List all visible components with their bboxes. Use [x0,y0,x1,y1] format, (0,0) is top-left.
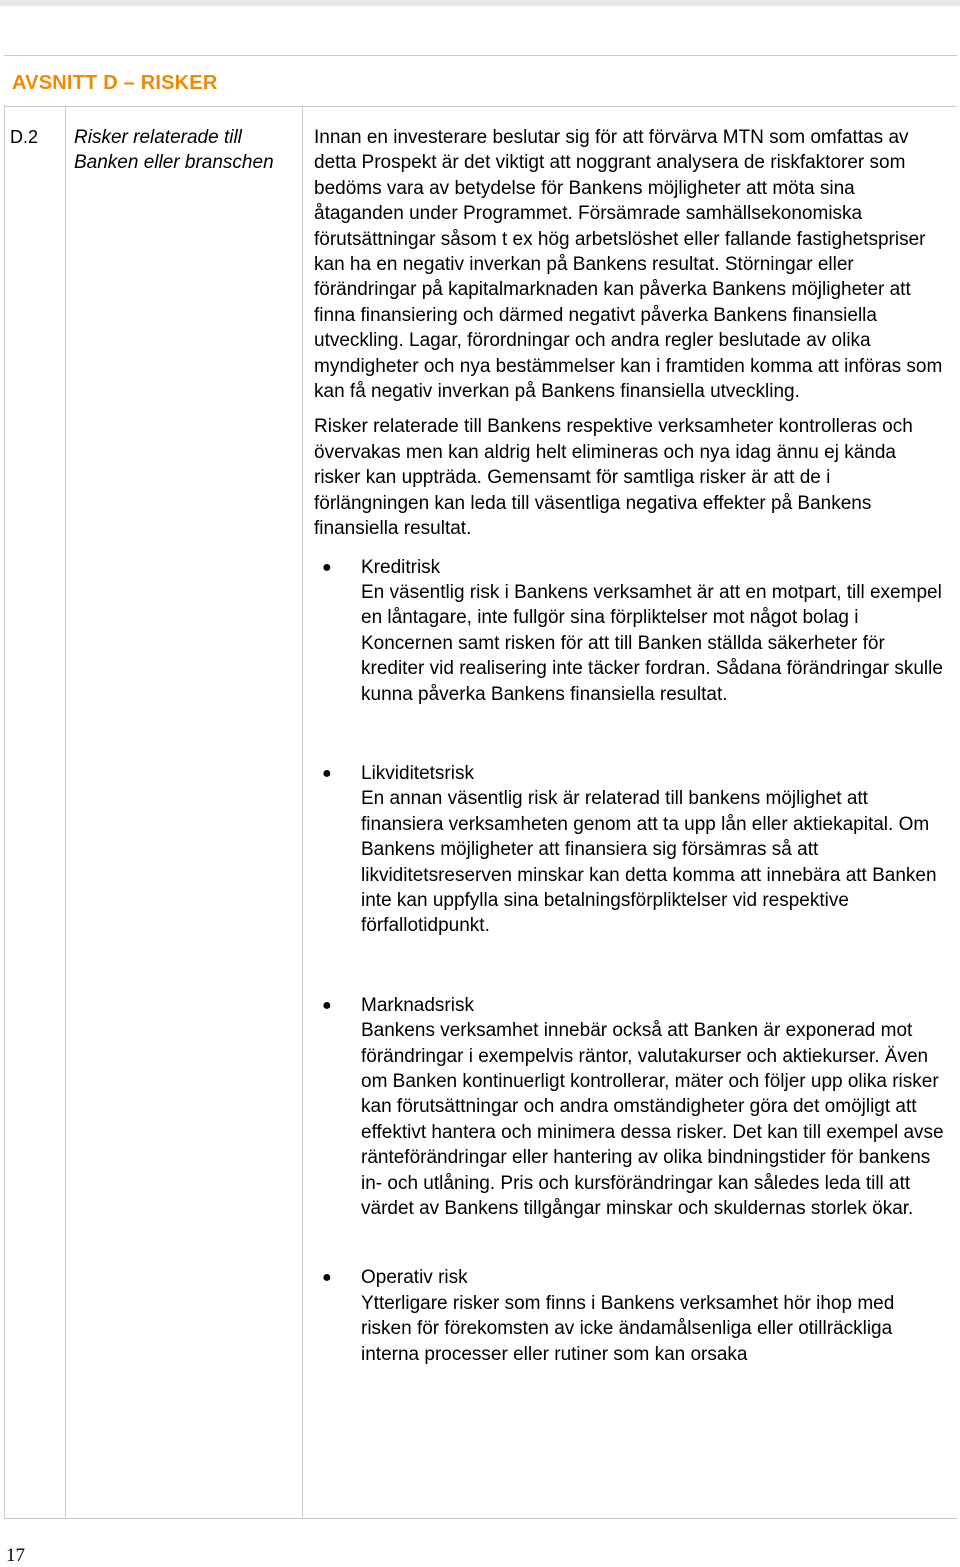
risk-table [4,55,957,1519]
risk-item-operativ-risk [314,1265,944,1367]
column-divider-1 [65,105,66,1519]
page-number: 17 [6,1545,25,1566]
bullet-icon: ● [322,1269,332,1287]
row-code: D.2 [10,127,39,147]
risk-description: Bankens verksamhet innebär också att Banken är exponerad mot förändringar i exempelvis räntor, valutakurser och aktiekurser. Även om Banken kontinuerligt kontrollerar, mäter och följer upp olika risker kan förutsättningar och andra omständigheter göra det omöjligt att effektivt hantera och minimera dessa risker. Det kan till exempel avse ränteförändringar eller hantering av olika bindningstider för bankens in- och utlåning. Pris och kursförändringar kan således leda till att värdet av Bankens tillgångar minskar och skuldernas storlek ökar. [361,1020,944,1220]
risk-description: En väsentlig risk i Bankens verksamhet är att en motpart, till exempel en låntagare, inte fullgör sina förpliktelser mot något bolag i Koncernen samt risken för att till Banken ställda säkerheter för krediter vid realisering inte täcker fordran. Sådana förändringar skulle kunna påverka Bankens finansiella resultat. [361,581,943,705]
risk-description: En annan väsentlig risk är relaterad till bankens möjlighet att finansiera verksamheten genom att ta upp lån eller aktiekapital. Om Bankens möjligheter att finansiera sig försämras så att likviditetsreserven minskar kan detta komma att innebära att Banken inte kan uppfylla sina betalningsförpliktelser vid respektive förfallotidpunkt. [361,788,937,937]
top-rule [0,0,960,6]
row-content [314,125,944,1367]
intro-paragraph: Innan en investerare beslutar sig för att förvärva MTN som omfattas av detta Prospekt är det viktigt att noggrant analysera de riskfaktorer som bedöms vara av betydelse för Bankens möjligheter att möta sina åtaganden under Programmet. Försämrade samhällsekonomiska förutsättningar såsom t ex hög arbetslöshet eller fallande fastighetspriser kan ha en negativ inverkan på Bankens resultat. Störningar eller förändringar på kapitalmarknaden kan påverka Bankens möjligheter att finna finansiering och därmed negativt påverka Bankens finansiella utveckling. Lagar, förordningar och andra regler beslutade av olika myndigheter och nya bestämmelser kan i framtiden komma att införas som kan få negativ inverkan på Bankens finansiella utveckling. [314,127,943,403]
section-title: AVSNITT D – RISKER [12,72,218,94]
risk-name: Likviditetsrisk [361,762,474,784]
table-header-row [4,55,957,107]
bullet-icon: ● [322,764,332,782]
risk-item-marknadsrisk [314,993,944,1222]
table-border-left [4,105,5,1519]
table-bottom-rule [4,1518,957,1519]
column-divider-2 [302,105,303,1519]
bullet-icon: ● [322,558,332,576]
risk-name: Operativ risk [361,1267,468,1289]
row-title: Risker relaterade till Banken eller branschen [74,127,274,173]
risk-item-kreditrisk [314,555,944,707]
risk-item-likviditetsrisk [314,761,944,939]
risk-name: Kreditrisk [361,556,441,578]
intro-paragraph: Risker relaterade till Bankens respektive verksamheter kontrolleras och övervakas men kan aldrig helt elimineras och nya idag ännu ej kända risker kan uppträda. Gemensamt för samtliga risker är att de i förlängningen kan leda till väsentliga negativa effekter på Bankens finansiella resultat. [314,416,913,540]
risk-name: Marknadsrisk [361,994,474,1016]
risk-description: Ytterligare risker som finns i Bankens verksamhet hör ihop med risken för förekomsten av icke ändamålsenliga eller otillräckliga interna processer eller rutiner som kan orsaka [361,1292,895,1365]
risk-list [314,555,944,1368]
bullet-icon: ● [322,996,332,1014]
